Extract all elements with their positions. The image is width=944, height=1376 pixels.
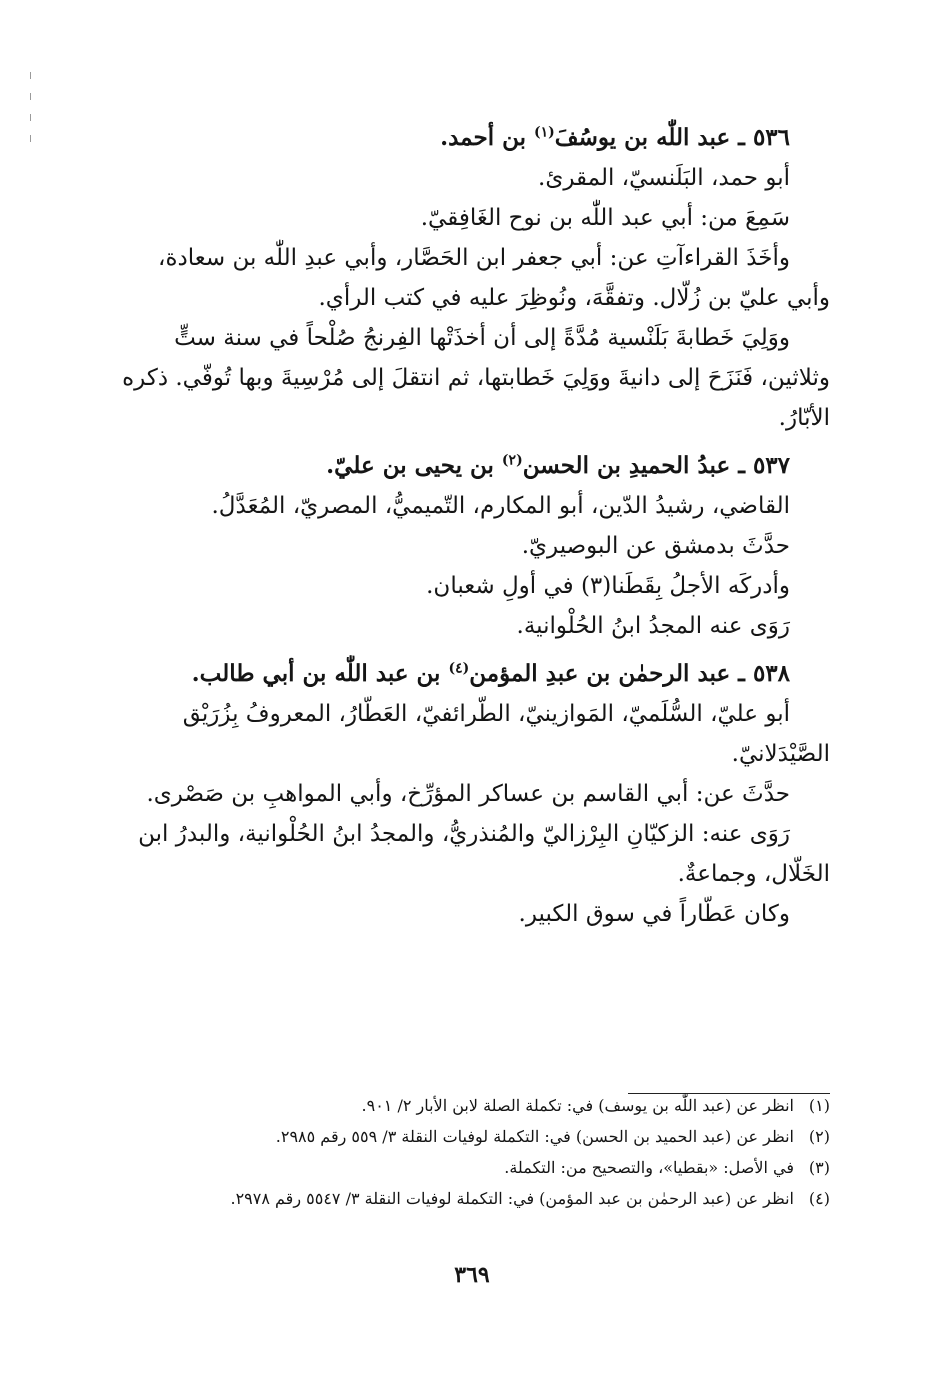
footnote xyxy=(170,1183,830,1214)
entry-line: سَمِعَ من: أبي عبد اللّٰه بن نوح الغَافِقيّ. xyxy=(420,205,790,231)
entry-line: أبو عليّ، السُّلَميّ، المَوازينيّ، الطّرائفيّ، العَطّارُ، المعروفُ بِزُرَيْق xyxy=(182,701,790,727)
entry-line: أبو حمد، البَلَنسيّ، المقرئ. xyxy=(538,165,790,191)
footnote xyxy=(170,1152,830,1183)
footnote-text: انظر عن (عبد الحميد بن الحسن) في: التكملة لوفيات النقلة ٣/ ٥٥٩ رقم ٢٩٨٥. xyxy=(275,1127,794,1146)
entry-line: رَوَى عنه: الزكيّانِ البِرْزاليّ والمُنذريُّ، والمجدُ ابنُ الحُلْوانية، والبدرُ ابن xyxy=(138,821,790,847)
entry-line: حدَّثَ عن: أبي القاسم بن عساكر المؤرِّخ، وأبي المواهبِ بن صَصْرى. xyxy=(146,781,790,807)
entry-line: وكان عَطّاراً في سوق الكبير. xyxy=(518,901,790,927)
entry-537 xyxy=(112,446,830,646)
footnote-ref: (١) xyxy=(534,124,555,141)
entry-heading: ٥٣٦ ـ عبد اللّٰه بن يوسُفَ$^{(١)}$ بن أحمد. xyxy=(440,124,790,151)
entry-line: وأبي عليّ بن زُلّال. وتفقَّهَ، ونُوظِرَ عليه في كتب الرأي. xyxy=(318,285,830,311)
entry-heading: ٥٣٨ ـ عبد الرحمٰن بن عبدِ المؤمن$^{(٤)}$ بن عبد اللّٰه بن أبي طالب. xyxy=(191,660,790,687)
footnote-number: (١) xyxy=(808,1096,830,1115)
entry-line: وأخَذَ القراءآتِ عن: أبي جعفر ابن الحَصَّار، وأبي عبدِ اللّٰه بن سعادة، xyxy=(158,245,790,271)
entry-line: الأبّارُ. xyxy=(778,405,830,431)
entry-line: حدَّثَ بدمشق عن البوصيريّ. xyxy=(521,533,790,559)
footnote xyxy=(170,1121,830,1152)
footnote-text: انظر عن (عبد الرحمٰن بن عبد المؤمن) في: التكملة لوفيات النقلة ٣/ ٥٥٤٧ رقم ٢٩٧٨. xyxy=(230,1189,794,1208)
footnote-text: في الأصل: «بقطيا»، والتصحيح من: التكملة. xyxy=(504,1158,794,1177)
footnote-number: (٤) xyxy=(808,1189,830,1208)
entry-line: القاضي، رشيدُ الدّين، أبو المكارم، التّميميُّ، المصريّ، المُعَدَّلُ. xyxy=(211,493,790,519)
page-number: ٣٦٩ xyxy=(454,1262,490,1288)
entry-line: رَوَى عنه المجدُ ابنُ الحُلْوانية. xyxy=(516,613,790,639)
footnote-number: (٣) xyxy=(808,1158,830,1177)
footnote-ref: (٤) xyxy=(448,660,470,677)
entry-line: وثلاثين، فَنَزَحَ إلى دانيةَ ووَلِيَ خَطابتها، ثم انتقلَ إلى مُرْسِيةَ وبها تُوفّي. ذكره xyxy=(122,365,830,391)
main-text xyxy=(112,118,830,934)
entry-536 xyxy=(112,118,830,438)
footnote xyxy=(170,1090,830,1121)
footnote-text: انظر عن (عبد اللّٰه بن يوسف) في: تكملة الصلة لابن الأبار ٢/ ٩٠١. xyxy=(361,1096,794,1115)
footnote-number: (٢) xyxy=(808,1127,830,1146)
entry-538 xyxy=(112,654,830,934)
entry-line: الصَّيْدَلانيّ. xyxy=(731,741,830,767)
entry-line: ووَلِيَ خَطابةَ بَلَنْسية مُدَّةً إلى أن أخذَتْها الفِرنجُ صُلْحاً في سنة ستٍّ xyxy=(174,325,790,351)
footnote-ref: (٢) xyxy=(501,452,523,469)
entry-line: الخَلّال، وجماعةٌ. xyxy=(677,861,830,887)
margin-marks xyxy=(28,72,32,162)
entry-heading: ٥٣٧ ـ عبدُ الحميدِ بن الحسن$^{(٢)}$ بن يحيى بن عليّ. xyxy=(326,452,790,479)
entry-line: وأدركَه الأجلُ بِقَطَنا(٣) في أولِ شعبان. xyxy=(426,573,790,599)
footnotes xyxy=(170,1090,830,1214)
